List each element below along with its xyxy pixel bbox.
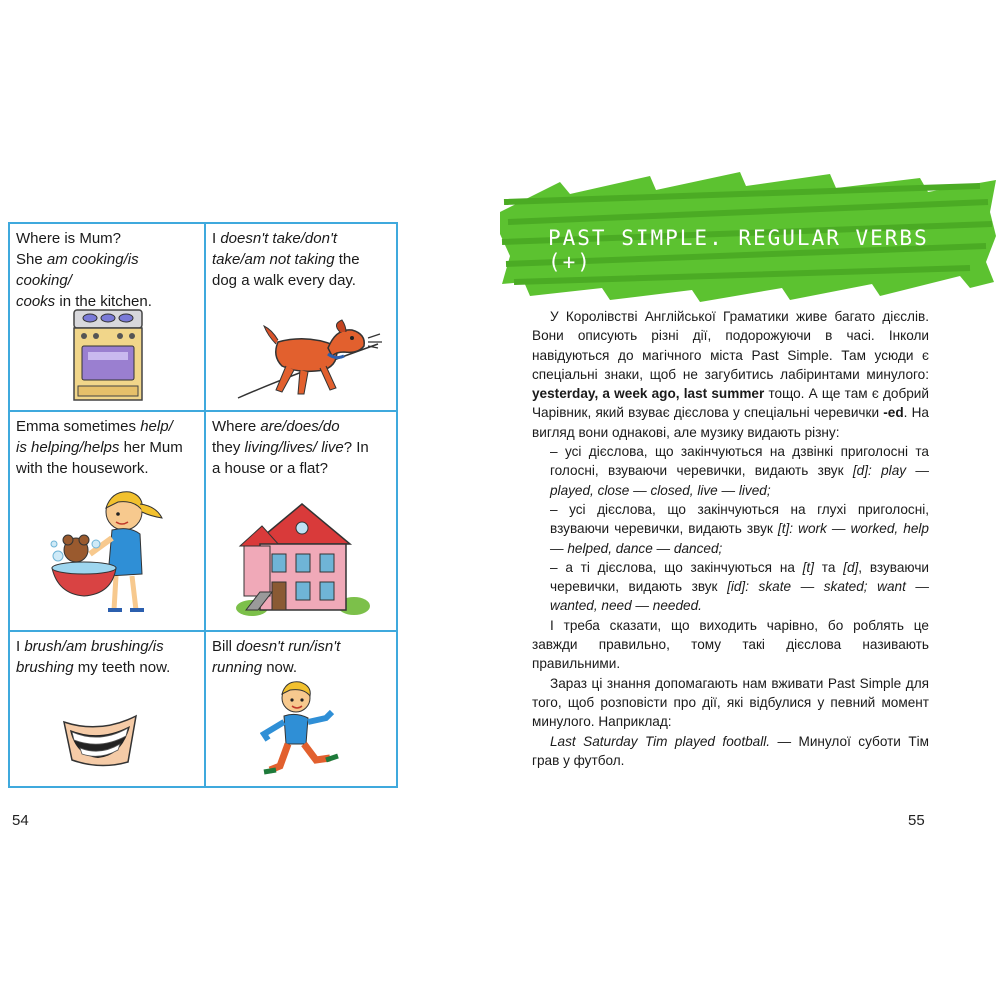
exercise-cell-teeth xyxy=(10,632,206,786)
text-italic: [t] xyxy=(802,559,814,575)
text-run: У Королівстві Англійської Граматики живе багато дієслів. Вони описують різні дії, подорожуючи в часі. Інколи навідуються до магічного міста Past Simple. Там усюди є спеціальні знаки, щоб не загубитись лабіринтами минулого: xyxy=(532,309,929,382)
cell-line xyxy=(212,249,390,270)
cell-text: Bill xyxy=(212,638,237,655)
exercise-cell-house xyxy=(206,412,396,632)
cell-line xyxy=(212,228,390,249)
cell-options: doesn't run/isn't xyxy=(236,638,341,655)
text-bold: yesterday, a week ago, last summer xyxy=(532,386,765,402)
text-italic: [d] xyxy=(843,559,859,575)
lesson-text xyxy=(532,307,929,770)
page-number-left: 54 xyxy=(12,812,29,829)
cell-options: take/am not taking xyxy=(212,251,335,268)
cell-line xyxy=(16,458,198,479)
stove-icon xyxy=(70,308,146,402)
girl-washing-teddy-icon xyxy=(46,484,176,624)
cell-text: the xyxy=(334,251,360,268)
page-number-right: 55 xyxy=(908,812,925,829)
cell-options: running xyxy=(212,659,263,676)
text-run: – усі дієслова, що закінчуються на дзвінкі приголосні та голосні, взуваючи черевички, видають звук xyxy=(550,444,929,479)
exercise-grid xyxy=(8,222,398,788)
rule-item xyxy=(532,500,929,558)
cell-line xyxy=(212,458,390,479)
text-run: . На вигляд вони однакові, але музику видають різну: xyxy=(532,405,929,440)
cell-options: help/ xyxy=(140,418,173,435)
text-run: тощо. А ще там є добрий Чарівник, який взуває дієслова у спеціальні черевички xyxy=(532,386,929,421)
text-italic: Last Saturday Tim played football. xyxy=(550,733,771,749)
cell-text: Emma sometimes xyxy=(16,418,141,435)
lesson-paragraph xyxy=(532,307,929,442)
exercise-cell-mum xyxy=(10,224,206,412)
rule-item xyxy=(532,558,929,616)
exercise-cell-bill xyxy=(206,632,396,786)
cell-line xyxy=(212,416,390,437)
text-run: та xyxy=(814,559,844,575)
cell-options: am cooking/is cooking/ xyxy=(16,251,139,289)
cell-options: brushing xyxy=(16,659,74,676)
text-bold: -ed xyxy=(883,405,904,421)
cell-text: I xyxy=(212,230,221,247)
lesson-paragraph: Зараз ці знання допомагають нам вживати Past Simple для того, щоб розповісти про дії, які відбулися у певний момент минулого. Наприклад: xyxy=(532,675,929,730)
text-run: – усі дієслова, що закінчуються на глухі приголосні, взуваючи черевички, видають звук xyxy=(550,501,929,537)
smile-teeth-icon xyxy=(62,712,138,770)
cell-text: Where xyxy=(212,418,261,435)
cell-line xyxy=(16,437,198,458)
cell-text: my teeth now. xyxy=(73,659,171,676)
lesson-paragraph: І треба сказати, що виходить чарівно, бо роблять це завжди правильно, тому такі дієслова називають правильними. xyxy=(532,617,929,672)
cell-line xyxy=(212,657,390,678)
running-boy-icon xyxy=(260,678,342,782)
text-run: , взуваючи черевички, видають звук xyxy=(550,559,929,595)
section-title: PAST SIMPLE. REGULAR VERBS (+) xyxy=(548,226,929,274)
cell-line xyxy=(212,437,390,458)
text-run: – а ті дієслова, що закінчуються на xyxy=(550,559,803,575)
cell-line xyxy=(16,636,198,657)
cell-line xyxy=(16,657,198,678)
cell-text: a house or a flat? xyxy=(212,460,328,477)
text-italic: [d]: play — played, close — closed, live — lived; xyxy=(550,463,929,498)
cell-line xyxy=(16,249,198,291)
cell-text: they xyxy=(212,439,245,456)
cell-line xyxy=(212,270,390,291)
rule-item xyxy=(532,442,929,500)
cell-text: with the housework. xyxy=(16,460,149,477)
house-icon xyxy=(232,496,372,620)
text-italic: [t]: work — worked, help — helped, dance — danced; xyxy=(550,521,929,556)
exercise-cell-dog xyxy=(206,224,396,412)
cell-text: Where is Mum? xyxy=(16,230,122,247)
cell-text: ? In xyxy=(343,439,369,456)
cell-text: in the kitchen. xyxy=(55,293,152,310)
cell-options: living/lives/ live xyxy=(244,439,344,456)
exercise-cell-emma xyxy=(10,412,206,632)
cell-options: cooks xyxy=(16,293,56,310)
cell-options: is helping/helps xyxy=(16,439,120,456)
cell-text: now. xyxy=(262,659,298,676)
cell-text: dog a walk every day. xyxy=(212,272,356,289)
cell-text: I xyxy=(16,638,25,655)
dog-icon xyxy=(228,316,388,402)
cell-line xyxy=(16,416,198,437)
right-page xyxy=(500,0,1000,1000)
cell-options: doesn't take/don't xyxy=(220,230,337,247)
example-paragraph xyxy=(532,732,929,771)
cell-text: She xyxy=(16,251,47,268)
cell-line xyxy=(212,636,390,657)
cell-options: are/does/do xyxy=(260,418,340,435)
cell-options: brush/am brushing/is xyxy=(24,638,164,655)
text-run: — Минулої суботи Тім грав у футбол. xyxy=(532,733,929,768)
cell-text: her Mum xyxy=(119,439,183,456)
text-italic: [id]: skate — skated; want — wanted, need — needed. xyxy=(550,579,929,614)
cell-line xyxy=(16,228,198,249)
